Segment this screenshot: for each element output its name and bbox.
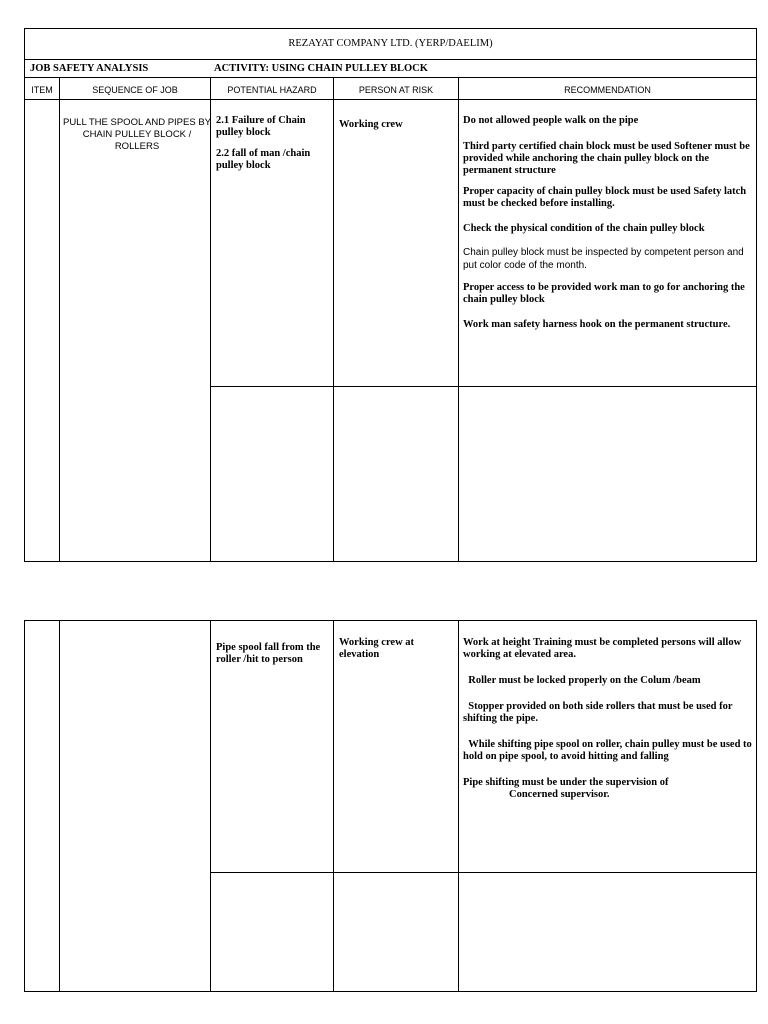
recommendation-item: While shifting pipe spool on roller, chain pulley must be used to hold on pipe spool, to avoid hitting and falling xyxy=(463,739,755,762)
recommendation-list xyxy=(463,115,753,340)
col-header-recommendation: RECOMMENDATION xyxy=(564,85,651,95)
company-title: REZAYAT COMPANY LTD. (YERP/DAELIM) xyxy=(288,38,493,49)
recommendation-item: Proper capacity of chain pulley block must be used Safety latch must be checked before installing. xyxy=(463,186,747,209)
recommendation-item: Proper access to be provided work man to go for anchoring the chain pulley block xyxy=(463,282,745,305)
col-header-hazard: POTENTIAL HAZARD xyxy=(227,85,317,95)
recommendation-item: Stopper provided on both side rollers that must be used for shifting the pipe. xyxy=(463,701,735,724)
recommendation-item: Concerned supervisor. xyxy=(509,789,610,800)
person-at-risk: Working crew xyxy=(339,119,403,130)
person-at-risk: Working crew at elevation xyxy=(339,637,415,660)
recommendation-item: Work man safety harness hook on the permanent structure. xyxy=(463,319,731,330)
col-header-item: ITEM xyxy=(31,85,53,95)
col-header-sequence: SEQUENCE OF JOB xyxy=(92,85,178,95)
recommendation-item: Third party certified chain block must be used Softener must be provided while anchoring the chain pulley block on the permanent structure xyxy=(463,141,750,176)
recommendation-item: Pipe shifting must be under the supervision of xyxy=(463,777,669,788)
hazard-item: 2.2 fall of man /chain pulley block xyxy=(216,148,311,171)
recommendation-item: Chain pulley block must be inspected by competent person and put color code of the month. xyxy=(463,247,744,271)
activity-label: ACTIVITY: USING CHAIN PULLEY BLOCK xyxy=(214,63,428,74)
recommendation-item: Check the physical condition of the chain pulley block xyxy=(463,223,705,234)
hazard-text: Pipe spool fall from the roller /hit to person xyxy=(216,642,321,665)
hazard-list xyxy=(216,115,330,181)
col-header-person: PERSON AT RISK xyxy=(358,85,434,95)
hazard-item: 2.1 Failure of Chain pulley block xyxy=(216,115,306,138)
sequence-of-job: PULL THE SPOOL AND PIPES BY CHAIN PULLEY BLOCK / ROLLERS xyxy=(62,117,211,152)
recommendation-list xyxy=(463,637,753,810)
recommendation-item: Roller must be locked properly on the Colum /beam xyxy=(463,675,701,686)
recommendation-item: Do not allowed people walk on the pipe xyxy=(463,115,639,126)
recommendation-item: Work at height Training must be completed persons will allow working at elevated area. xyxy=(463,637,742,660)
doc-type-label: JOB SAFETY ANALYSIS xyxy=(30,63,149,74)
